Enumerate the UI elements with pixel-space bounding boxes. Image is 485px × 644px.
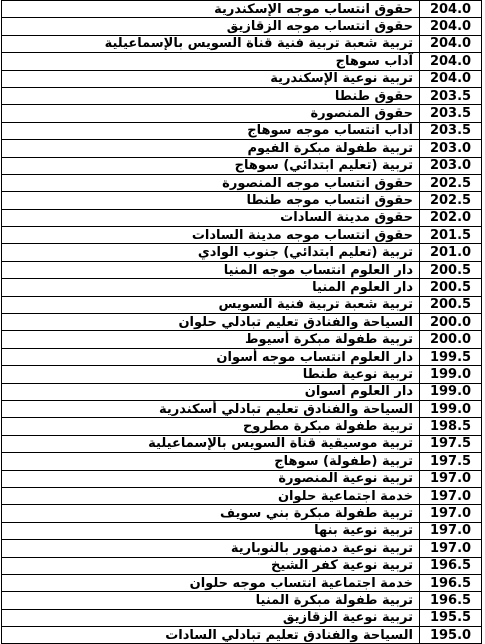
min-score-cell: 204.0 xyxy=(420,53,482,70)
faculty-name-cell: تربية نوعية الإسكندرية xyxy=(2,70,420,87)
min-score-cell: 200.5 xyxy=(420,296,482,313)
min-score-cell: 199.5 xyxy=(420,348,482,365)
min-score-cell: 200.5 xyxy=(420,279,482,296)
table-row xyxy=(2,366,482,383)
faculty-name-cell: خدمة اجتماعية حلوان xyxy=(2,487,420,504)
table-row xyxy=(2,227,482,244)
min-score-cell: 204.0 xyxy=(420,35,482,52)
table-row xyxy=(2,383,482,400)
score-table xyxy=(1,0,482,644)
faculty-name-cell: تربية طفولة مبكرة بني سويف xyxy=(2,505,420,522)
min-score-cell: 201.0 xyxy=(420,244,482,261)
table-row xyxy=(2,540,482,557)
faculty-name-cell: تربية موسيقية قناة السويس بالإسماعيلية xyxy=(2,435,420,452)
table-row xyxy=(2,627,482,644)
min-score-cell: 204.0 xyxy=(420,1,482,18)
min-score-cell: 198.5 xyxy=(420,418,482,435)
min-score-cell: 200.0 xyxy=(420,331,482,348)
faculty-name-cell: تربية طفولة مبكرة مطروح xyxy=(2,418,420,435)
min-score-cell: 200.5 xyxy=(420,261,482,278)
faculty-name-cell: السياحة والفنادق تعليم تبادلي أسكندرية xyxy=(2,400,420,417)
faculty-name-cell: دار العلوم أسوان xyxy=(2,383,420,400)
min-score-cell: 201.5 xyxy=(420,227,482,244)
faculty-name-cell: تربية (طفولة) سوهاج xyxy=(2,453,420,470)
table-row xyxy=(2,18,482,35)
table-row xyxy=(2,105,482,122)
min-score-cell: 204.0 xyxy=(420,70,482,87)
table-row xyxy=(2,70,482,87)
table-row xyxy=(2,400,482,417)
faculty-name-cell: تربية طفولة مبكرة الفيوم xyxy=(2,140,420,157)
table-row xyxy=(2,87,482,104)
min-score-cell: 203.0 xyxy=(420,157,482,174)
faculty-name-cell: تربية طفولة مبكرة أسيوط xyxy=(2,331,420,348)
faculty-name-cell: حقوق طنطا xyxy=(2,87,420,104)
faculty-name-cell: تربية نوعية كفر الشيخ xyxy=(2,557,420,574)
table-row xyxy=(2,261,482,278)
min-score-cell: 203.5 xyxy=(420,105,482,122)
faculty-name-cell: تربية (تعليم ابتدائي) سوهاج xyxy=(2,157,420,174)
table-row xyxy=(2,557,482,574)
table-row xyxy=(2,609,482,626)
table-row xyxy=(2,522,482,539)
min-score-cell: 204.0 xyxy=(420,18,482,35)
table-row xyxy=(2,279,482,296)
table-row xyxy=(2,453,482,470)
faculty-name-cell: تربية طفولة مبكرة المنيا xyxy=(2,592,420,609)
faculty-name-cell: حقوق انتساب موجه الإسكندرية xyxy=(2,1,420,18)
min-score-cell: 202.5 xyxy=(420,174,482,191)
table-row xyxy=(2,314,482,331)
table-row xyxy=(2,470,482,487)
min-score-cell: 200.0 xyxy=(420,314,482,331)
table-row xyxy=(2,122,482,139)
faculty-name-cell: دار العلوم انتساب موجه أسوان xyxy=(2,348,420,365)
min-score-cell: 197.0 xyxy=(420,522,482,539)
table-row xyxy=(2,209,482,226)
table-row xyxy=(2,35,482,52)
faculty-name-cell: السياحة والفنادق تعليم تبادلي حلوان xyxy=(2,314,420,331)
min-score-cell: 195.0 xyxy=(420,627,482,644)
faculty-name-cell: حقوق انتساب موجه طنطا xyxy=(2,192,420,209)
min-score-cell: 203.0 xyxy=(420,140,482,157)
table-row xyxy=(2,574,482,591)
table-row xyxy=(2,157,482,174)
faculty-name-cell: تربية نوعية المنصورة xyxy=(2,470,420,487)
min-score-cell: 203.5 xyxy=(420,122,482,139)
min-score-cell: 202.5 xyxy=(420,192,482,209)
min-score-cell: 196.5 xyxy=(420,592,482,609)
faculty-name-cell: حقوق انتساب موجه الزقازيق xyxy=(2,18,420,35)
table-row xyxy=(2,244,482,261)
min-score-cell: 199.0 xyxy=(420,400,482,417)
table-row xyxy=(2,348,482,365)
faculty-name-cell: تربية نوعية دمنهور بالنوبارية xyxy=(2,540,420,557)
faculty-name-cell: تربية شعبة تربية فنية قناة السويس بالإسماعيلية xyxy=(2,35,420,52)
faculty-name-cell: حقوق انتساب موجه مدينة السادات xyxy=(2,227,420,244)
faculty-name-cell: تربية نوعية بنها xyxy=(2,522,420,539)
faculty-name-cell: دار العلوم المنيا xyxy=(2,279,420,296)
faculty-name-cell: حقوق انتساب موجه المنصورة xyxy=(2,174,420,191)
table-row xyxy=(2,487,482,504)
min-score-cell: 195.5 xyxy=(420,609,482,626)
faculty-name-cell: خدمة اجتماعية انتساب موجه حلوان xyxy=(2,574,420,591)
table-row xyxy=(2,192,482,209)
score-table-body xyxy=(2,1,482,644)
table-row xyxy=(2,505,482,522)
min-score-cell: 197.5 xyxy=(420,453,482,470)
faculty-name-cell: تربية شعبة تربية فنية السويس xyxy=(2,296,420,313)
min-score-cell: 202.0 xyxy=(420,209,482,226)
faculty-name-cell: تربية (تعليم ابتدائي) جنوب الوادي xyxy=(2,244,420,261)
min-score-cell: 197.0 xyxy=(420,470,482,487)
table-row xyxy=(2,331,482,348)
table-row xyxy=(2,435,482,452)
table-row xyxy=(2,140,482,157)
faculty-name-cell: تربية نوعية الزقازيق xyxy=(2,609,420,626)
faculty-name-cell: آداب انتساب موجه سوهاج xyxy=(2,122,420,139)
min-score-cell: 197.5 xyxy=(420,435,482,452)
table-row xyxy=(2,53,482,70)
min-score-cell: 197.0 xyxy=(420,487,482,504)
min-score-cell: 196.5 xyxy=(420,574,482,591)
min-score-cell: 203.5 xyxy=(420,87,482,104)
faculty-name-cell: السياحة والفنادق تعليم تبادلي السادات xyxy=(2,627,420,644)
faculty-name-cell: تربية نوعية طنطا xyxy=(2,366,420,383)
min-score-cell: 197.0 xyxy=(420,540,482,557)
table-row xyxy=(2,592,482,609)
faculty-name-cell: دار العلوم انتساب موجه المنيا xyxy=(2,261,420,278)
table-row xyxy=(2,296,482,313)
faculty-name-cell: حقوق مدينة السادات xyxy=(2,209,420,226)
min-score-cell: 199.0 xyxy=(420,383,482,400)
table-row xyxy=(2,1,482,18)
min-score-cell: 199.0 xyxy=(420,366,482,383)
table-row xyxy=(2,174,482,191)
faculty-name-cell: حقوق المنصورة xyxy=(2,105,420,122)
faculty-name-cell: آداب سوهاج xyxy=(2,53,420,70)
table-row xyxy=(2,418,482,435)
min-score-cell: 197.0 xyxy=(420,505,482,522)
min-score-cell: 196.5 xyxy=(420,557,482,574)
